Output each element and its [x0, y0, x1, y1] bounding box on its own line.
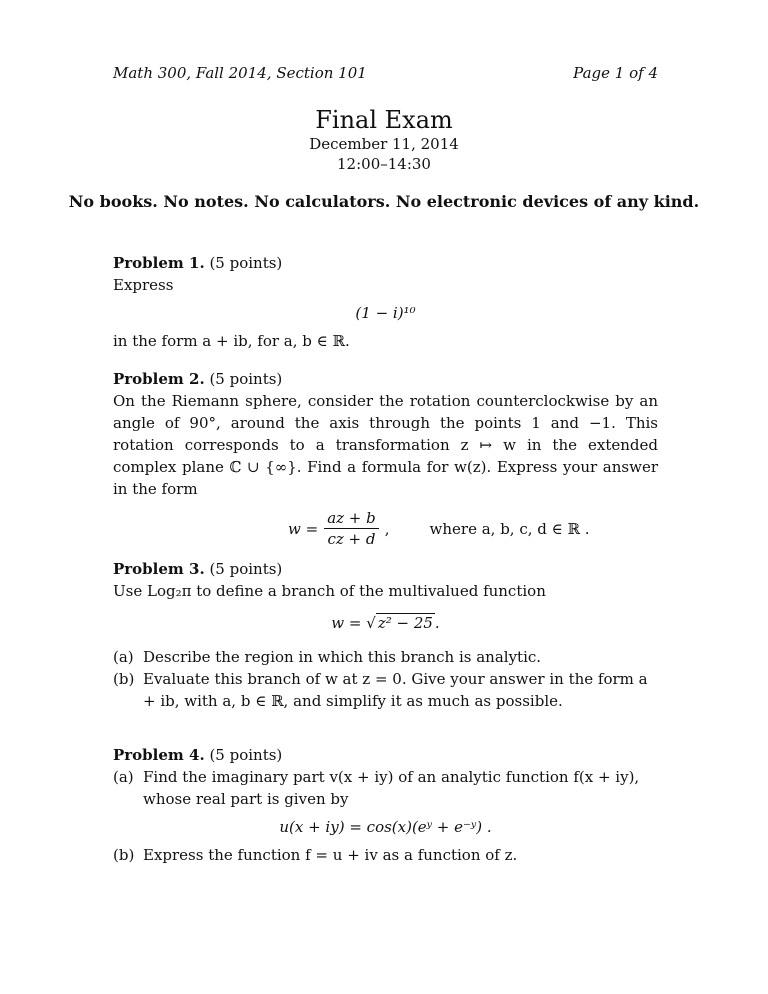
problem-3-title: Problem 3. [113, 560, 205, 578]
exam-title: Final Exam [315, 106, 453, 134]
course-header: Math 300, Fall 2014, Section 101 [113, 64, 367, 82]
problem-3-points: (5 points) [209, 560, 283, 578]
problem-4-points: (5 points) [209, 746, 283, 764]
problem-4-part-a [113, 766, 658, 810]
part-label: (a) [113, 648, 134, 666]
problem-2-title: Problem 2. [113, 370, 205, 388]
part-text: Evaluate this branch of w at z = 0. Give your answer in the form a + ib, with a, b ∈ ℝ, and simplify it as much as possible. [143, 670, 648, 710]
problem-4-title: Problem 4. [113, 746, 205, 764]
part-label: (b) [113, 670, 135, 688]
problem-3-text: Use Log₂π to define a branch of the multivalued function [113, 582, 546, 600]
exam-date: December 11, 2014 [309, 135, 459, 153]
problem-4-expression: u(x + iy) = cos(x)(eʸ + e⁻ʸ) . [279, 818, 492, 836]
problem-3-part-a [113, 646, 658, 668]
formula-comma: , [384, 519, 390, 538]
problem-2-formula [288, 508, 658, 549]
problem-2-text: On the Riemann sphere, consider the rotation counterclockwise by an angle of 90°, around the axis through the points 1 and −1. This rotation corresponds to a transformation z ↦ w in the extended complex plane ℂ ∪ {∞}. Find a formula for w(z). Express your answer in the form [113, 392, 658, 498]
problem-4 [113, 744, 658, 866]
problem-1-expression: (1 − i)¹⁰ [355, 304, 416, 322]
part-text: Find the imaginary part v(x + iy) of an analytic function f(x + iy), whose real part is given by [143, 768, 640, 808]
fraction-denominator: cz + d [327, 530, 376, 548]
page-number: Page 1 of 4 [573, 64, 658, 82]
part-text: Express the function f = u + iv as a function of z. [143, 846, 518, 864]
fraction-numerator: az + b [324, 508, 379, 529]
exam-time: 12:00–14:30 [337, 155, 431, 173]
part-label: (a) [113, 768, 134, 786]
problem-1-text: Express [113, 276, 174, 294]
problem-1-text-2: in the form a + ib, for a, b ∈ ℝ. [113, 332, 350, 350]
formula-where: where a, b, c, d ∈ ℝ . [429, 519, 590, 538]
part-text: Describe the region in which this branch is analytic. [143, 648, 542, 666]
problem-2-points: (5 points) [209, 370, 283, 388]
problem-3 [113, 558, 658, 712]
title-block [0, 106, 768, 174]
part-label: (b) [113, 846, 135, 864]
formula-lhs: w = √ [331, 614, 376, 632]
problem-2 [113, 368, 658, 557]
problem-3-part-b [113, 668, 658, 712]
formula-lhs: w = [288, 519, 319, 538]
problem-1 [113, 252, 658, 352]
radicand: z² − 25 [377, 614, 433, 632]
formula-period: . [434, 614, 440, 632]
problem-1-title: Problem 1. [113, 254, 205, 272]
exam-rules: No books. No notes. No calculators. No electronic devices of any kind. [68, 192, 700, 211]
problem-1-points: (5 points) [209, 254, 283, 272]
problem-4-part-b [113, 844, 658, 866]
problem-3-formula [113, 612, 658, 634]
mobius-fraction [324, 508, 379, 549]
